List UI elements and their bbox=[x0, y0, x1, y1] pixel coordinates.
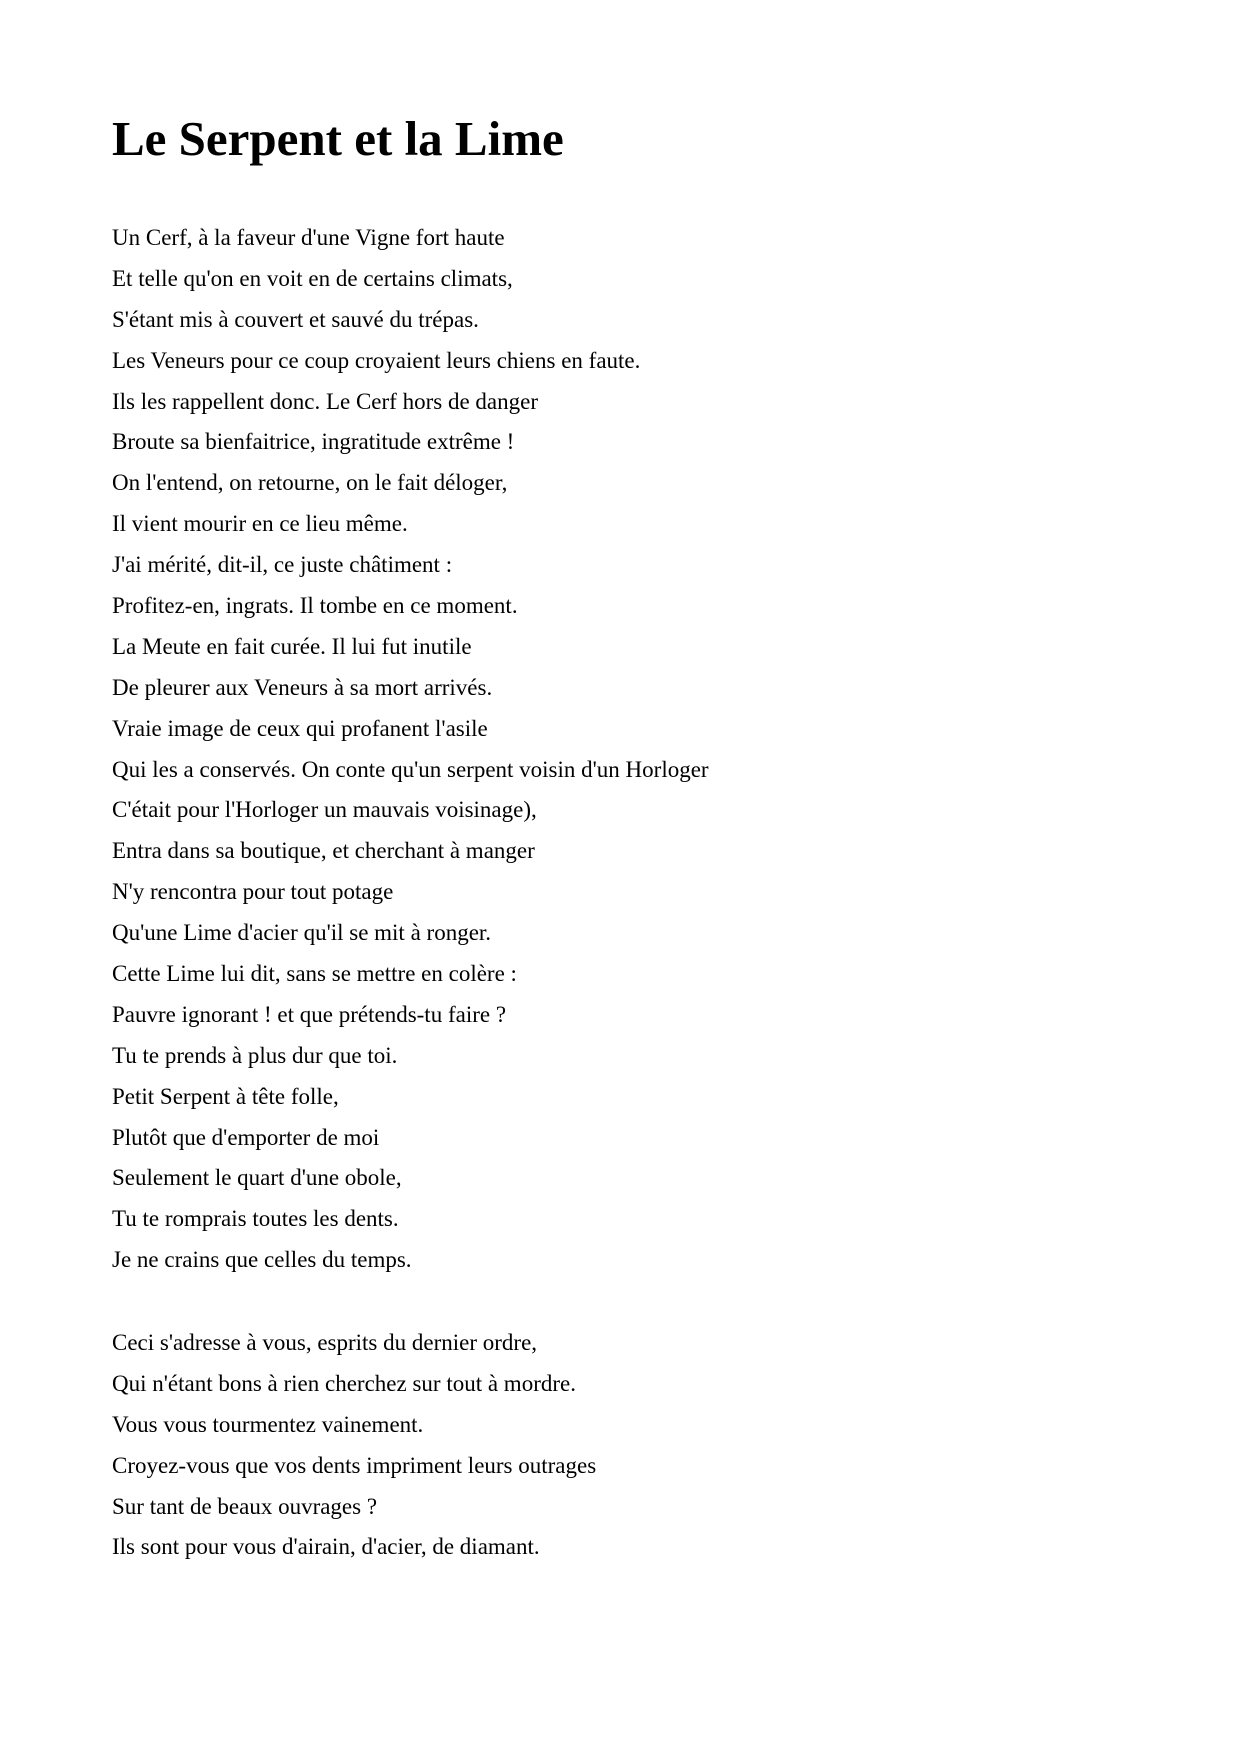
verse-line: N'y rencontra pour tout potage bbox=[112, 879, 394, 905]
verse-line: Entra dans sa boutique, et cherchant à manger bbox=[112, 838, 535, 864]
verse-line: Qu'une Lime d'acier qu'il se mit à ronger. bbox=[112, 920, 492, 946]
verse-line: La Meute en fait curée. Il lui fut inutile bbox=[112, 633, 472, 659]
verse-line: Pauvre ignorant ! et que prétends-tu faire ? bbox=[112, 1001, 507, 1027]
verse-line: Ils les rappellent donc. Le Cerf hors de danger bbox=[112, 388, 538, 414]
verse-line: Qui n'étant bons à rien cherchez sur tout à mordre. bbox=[112, 1370, 576, 1396]
verse-line: Tu te prends à plus dur que toi. bbox=[112, 1042, 398, 1068]
poem-title: Le Serpent et la Lime bbox=[112, 111, 564, 166]
verse-line: S'étant mis à couvert et sauvé du trépas. bbox=[112, 306, 479, 332]
stanza-2 bbox=[112, 1323, 596, 1568]
verse-line: Sur tant de beaux ouvrages ? bbox=[112, 1493, 378, 1519]
verse-line: Broute sa bienfaitrice, ingratitude extrême ! bbox=[112, 429, 515, 455]
verse-line: Profitez-en, ingrats. Il tombe en ce moment. bbox=[112, 593, 518, 619]
verse-line: Tu te romprais toutes les dents. bbox=[112, 1206, 399, 1232]
verse-line: Cette Lime lui dit, sans se mettre en colère : bbox=[112, 961, 517, 987]
verse-line: Petit Serpent à tête folle, bbox=[112, 1083, 339, 1109]
verse-line: Plutôt que d'emporter de moi bbox=[112, 1124, 380, 1150]
verse-line: C'était pour l'Horloger un mauvais voisinage), bbox=[112, 797, 537, 823]
verse-line: Je ne crains que celles du temps. bbox=[112, 1247, 412, 1273]
stanza-1 bbox=[112, 218, 709, 1281]
verse-line: Vraie image de ceux qui profanent l'asile bbox=[112, 715, 488, 741]
verse-line: Il vient mourir en ce lieu même. bbox=[112, 511, 408, 537]
verse-line: On l'entend, on retourne, on le fait déloger, bbox=[112, 470, 508, 496]
verse-line: Et telle qu'on en voit en de certains climats, bbox=[112, 265, 513, 291]
verse-line: Un Cerf, à la faveur d'une Vigne fort haute bbox=[112, 225, 505, 250]
verse-line: De pleurer aux Veneurs à sa mort arrivés. bbox=[112, 674, 493, 700]
verse-line: J'ai mérité, dit-il, ce juste châtiment : bbox=[112, 552, 453, 578]
verse-line: Ceci s'adresse à vous, esprits du dernier ordre, bbox=[112, 1330, 538, 1355]
verse-line: Les Veneurs pour ce coup croyaient leurs chiens en faute. bbox=[112, 347, 641, 373]
verse-line: Seulement le quart d'une obole, bbox=[112, 1165, 402, 1191]
verse-line: Croyez-vous que vos dents impriment leurs outrages bbox=[112, 1452, 597, 1478]
verse-line: Ils sont pour vous d'airain, d'acier, de diamant. bbox=[112, 1534, 540, 1560]
verse-line: Qui les a conservés. On conte qu'un serpent voisin d'un Horloger bbox=[112, 756, 709, 782]
verse-line: Vous vous tourmentez vainement. bbox=[112, 1411, 424, 1437]
